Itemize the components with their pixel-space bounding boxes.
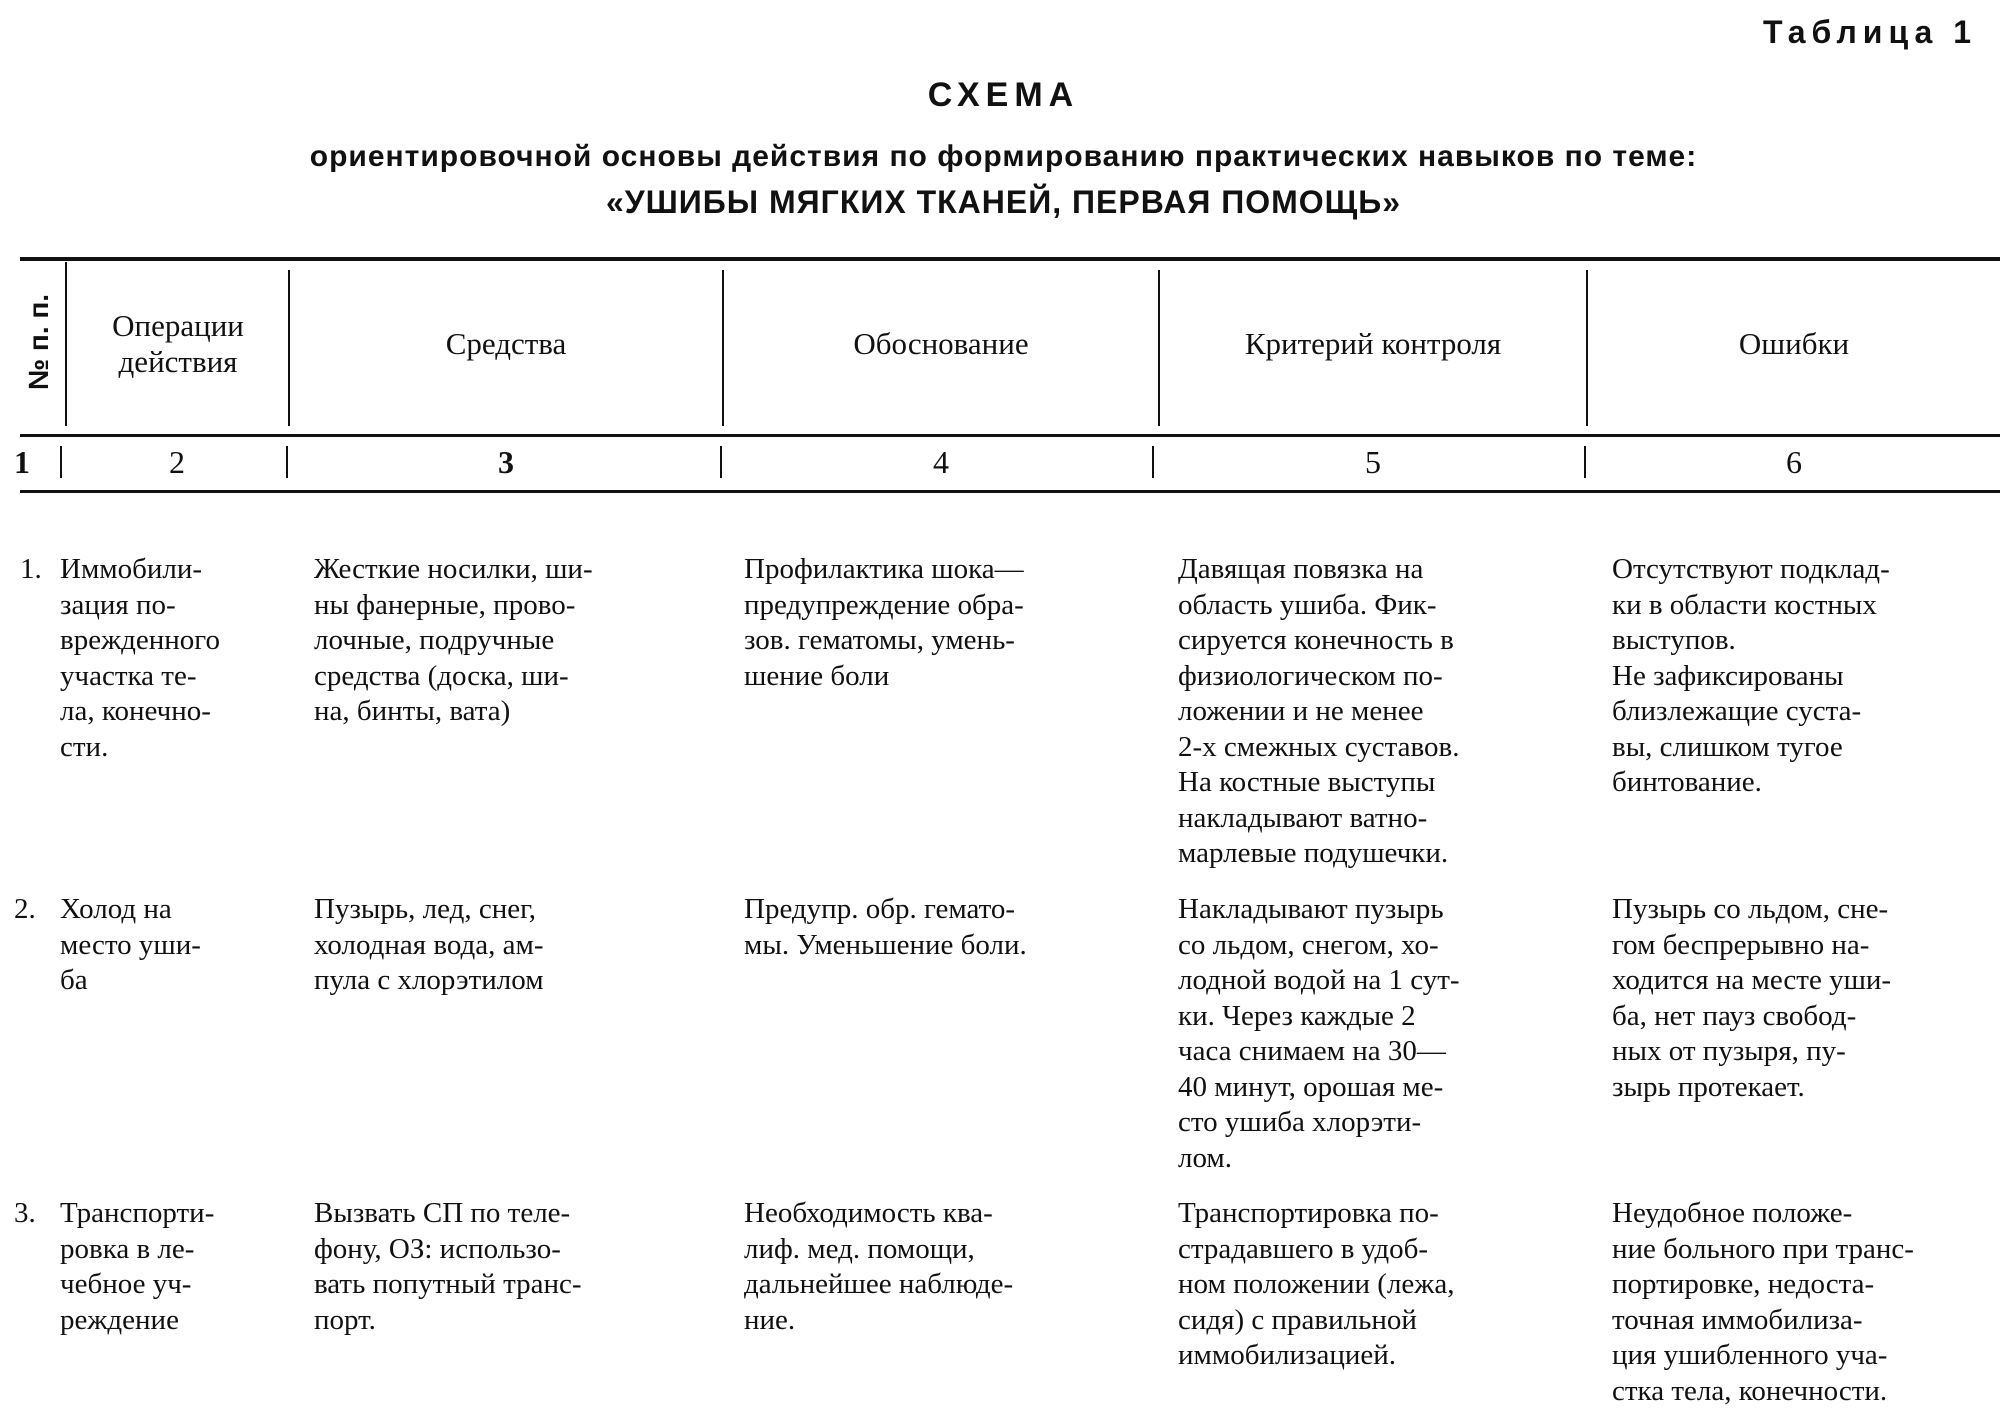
row-errors: Отсутствуют подклад- ки в области костных выступов. Не зафиксированы близлежащие суста- вы, слишком тугое бинтование.: [1612, 553, 1890, 798]
header-rationale: Обоснование: [853, 326, 1029, 361]
row-rationale: Необходимость ква- лиф. мед. помощи, дальнейшее наблюде- ние.: [744, 1197, 1014, 1336]
column-number-2: 2: [169, 444, 185, 480]
header-divider-1: [65, 262, 67, 426]
row-means: Пузырь, лед, снег, холодная вода, ам- пула с хлорэтилом: [314, 893, 544, 996]
header-criteria: Критерий контроля: [1244, 326, 1502, 361]
colnum-divider-2: [286, 446, 288, 478]
row-rationale: Профилактика шока— предупреждение обра- зов. гематомы, умень- шение боли: [744, 553, 1024, 692]
page-subtitle: ориентировочной основы действия по формированию практических навыков по теме:: [309, 140, 1698, 173]
row-errors: Неудобное положе- ние больного при транс- портировке, недоста- точная иммобилиза- ция ушибленного уча- стка тела, конечности.: [1612, 1197, 1914, 1407]
column-number-3: 3: [498, 444, 514, 480]
header-top-rule: [20, 257, 2000, 261]
row-number: 3.: [14, 1197, 36, 1229]
column-number-6: 6: [1786, 444, 1802, 480]
row-criteria: Накладывают пузырь со льдом, снегом, хо- лодной водой на 1 сут- ки. Через каждые 2 часа снимаем на 30— 40 минут, орошая ме- сто ушиба хлорэти- лом.: [1178, 893, 1460, 1174]
row-criteria: Транспортировка по- страдавшего в удоб- ном положении (лежа, сидя) с правильной иммобилизацией.: [1178, 1197, 1455, 1371]
row-number: 2.: [14, 893, 36, 925]
page-title: СХЕМА: [927, 76, 1080, 114]
header-operations: Операции действия: [112, 308, 244, 379]
row-operation: Холод на место уши- ба: [60, 893, 201, 996]
header-bottom-rule: [20, 490, 2000, 493]
row-means: Жесткие носилки, ши- ны фанерные, прово- лочные, подручные средства (доска, ши- на, бинты, вата): [314, 553, 593, 727]
row-means: Вызвать СП по теле- фону, ОЗ: использо- вать попутный транс- порт.: [314, 1197, 582, 1336]
colnum-divider-5: [1584, 446, 1586, 478]
colnum-divider-3: [720, 446, 722, 478]
header-mid-rule: [20, 434, 2000, 437]
header-num: № п. п.: [23, 293, 54, 391]
row-operation: Транспорти- ровка в ле- чебное уч- реждение: [60, 1197, 215, 1336]
row-operation: Иммобили- зация по- врежденного участка те- ла, конечно- сти.: [60, 553, 220, 763]
row-rationale: Предупр. обр. гемато- мы. Уменьшение боли.: [744, 893, 1027, 961]
colnum-divider-4: [1152, 446, 1154, 478]
row-errors: Пузырь со льдом, сне- гом беспрерывно на- ходится на месте уши- ба, нет пауз свобод- ных от пузыря, пу- зырь протекает.: [1612, 893, 1892, 1103]
column-number-4: 4: [933, 444, 949, 480]
colnum-divider-1: [60, 446, 62, 478]
header-errors: Ошибки: [1738, 326, 1850, 361]
column-number-5: 5: [1365, 444, 1381, 480]
row-number: 1.: [20, 553, 42, 585]
page-topic: «УШИБЫ МЯГКИХ ТКАНЕЙ, ПЕРВАЯ ПОМОЩЬ»: [605, 184, 1402, 220]
column-number-1: 1: [14, 444, 30, 480]
table-label: Таблица 1: [1762, 14, 1977, 50]
header-means: Средства: [445, 326, 567, 361]
row-criteria: Давящая повязка на область ушиба. Фик- сируется конечность в физиологическом по- ложении и не менее 2-х смежных суставов. На костные выступы накладывают ватно- марлевые подушечки.: [1178, 553, 1460, 869]
